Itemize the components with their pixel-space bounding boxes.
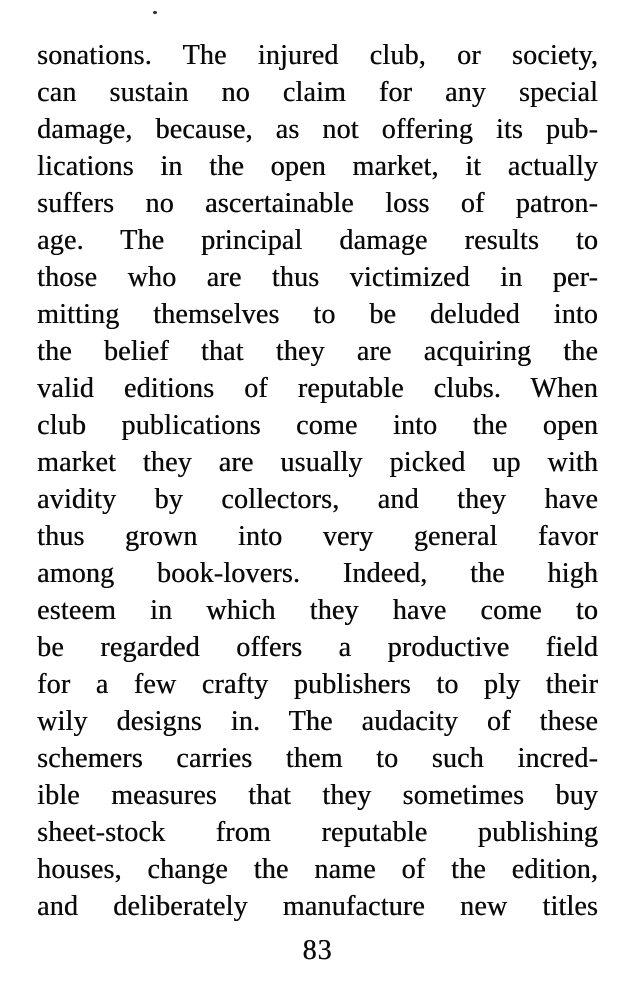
text-line: age. The principal damage results to xyxy=(37,225,598,256)
page-number: 83 xyxy=(302,935,333,966)
text-line: among book-lovers. Indeed, the high xyxy=(37,558,598,589)
text-line: valid editions of reputable clubs. When xyxy=(37,373,598,404)
text-line: suffers no ascertainable loss of patron- xyxy=(37,188,598,219)
scan-speck xyxy=(153,11,157,14)
text-line: damage, because, as not offering its pub- xyxy=(37,114,598,145)
text-line: avidity by collectors, and they have xyxy=(37,484,598,515)
text-line: sheet-stock from reputable publishing xyxy=(37,817,598,848)
text-line: mitting themselves to be deluded into xyxy=(37,299,598,330)
text-line: for a few crafty publishers to ply their xyxy=(37,669,598,700)
text-line: ible measures that they sometimes buy xyxy=(37,780,598,811)
text-line: be regarded offers a productive field xyxy=(37,632,598,663)
text-line: schemers carries them to such incred- xyxy=(37,743,598,774)
text-line: esteem in which they have come to xyxy=(37,595,598,626)
text-line: club publications come into the open xyxy=(37,410,598,441)
text-line: and deliberately manufacture new titles xyxy=(37,891,598,922)
text-line: can sustain no claim for any special xyxy=(37,77,598,108)
text-line: lications in the open market, it actually xyxy=(37,151,598,182)
text-line: those who are thus victimized in per- xyxy=(37,262,598,293)
text-line: market they are usually picked up with xyxy=(37,447,598,478)
text-line: wily designs in. The audacity of these xyxy=(37,706,598,737)
text-line: houses, change the name of the edition, xyxy=(37,854,598,885)
text-line: thus grown into very general favor xyxy=(37,521,598,552)
text-line: the belief that they are acquiring the xyxy=(37,336,598,367)
text-block xyxy=(37,37,598,969)
text-line: sonations. The injured club, or society, xyxy=(37,40,598,71)
